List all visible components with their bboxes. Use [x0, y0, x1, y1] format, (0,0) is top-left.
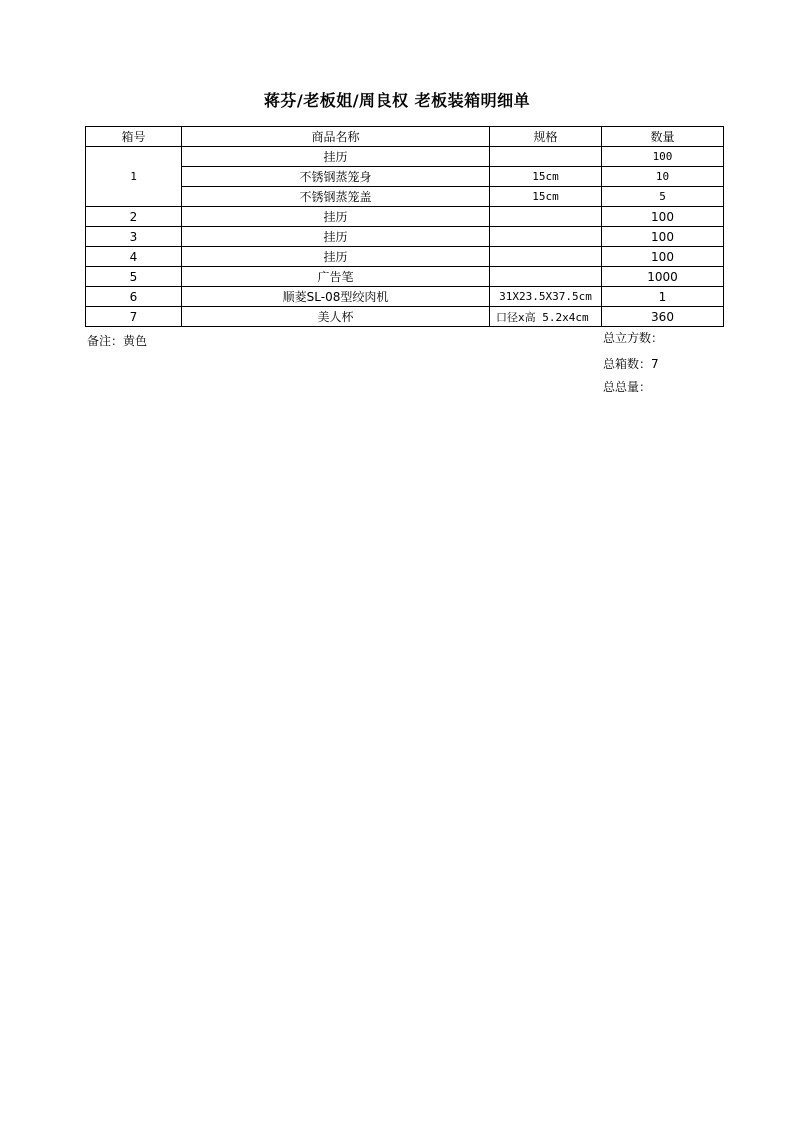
cell-product-name: 广告笔 [182, 267, 490, 287]
table-row [86, 307, 724, 327]
cell-quantity: 100 [602, 247, 724, 267]
cell-quantity: 1 [602, 287, 724, 307]
table-row [86, 207, 724, 227]
cell-quantity: 100 [602, 207, 724, 227]
cell-quantity: 10 [602, 167, 724, 187]
cell-spec [490, 207, 602, 227]
cell-spec [490, 147, 602, 167]
cell-product-name: 挂历 [182, 247, 490, 267]
table-row [86, 227, 724, 247]
cell-spec: 15cm [490, 167, 602, 187]
header-box-no: 箱号 [86, 127, 182, 147]
cell-box-no: 6 [86, 287, 182, 307]
table-row [86, 187, 724, 207]
remarks-note: 备注：黄色 [87, 334, 148, 348]
cell-box-no: 2 [86, 207, 182, 227]
table-row [86, 147, 724, 167]
header-product-name: 商品名称 [182, 127, 490, 147]
cell-spec: 31X23.5X37.5cm [490, 287, 602, 307]
table-row [86, 247, 724, 267]
table-row [86, 267, 724, 287]
table-header-row [86, 127, 724, 147]
cell-box-no: 4 [86, 247, 182, 267]
page-title: 蒋芬/老板姐/周良权 老板装箱明细单 [263, 91, 531, 110]
summary-total-boxes: 总箱数：7 [603, 357, 659, 371]
cell-quantity: 100 [602, 147, 724, 167]
summary-total-weight: 总总量： [603, 380, 652, 394]
cell-box-no: 1 [86, 147, 182, 207]
cell-spec [490, 247, 602, 267]
cell-product-name: 不锈钢蒸笼身 [182, 167, 490, 187]
cell-spec [490, 227, 602, 247]
cell-product-name: 挂历 [182, 147, 490, 167]
cell-quantity: 5 [602, 187, 724, 207]
cell-product-name: 挂历 [182, 227, 490, 247]
cell-box-no: 7 [86, 307, 182, 327]
cell-quantity: 1000 [602, 267, 724, 287]
table-row [86, 167, 724, 187]
summary-total-volume: 总立方数： [603, 331, 664, 345]
cell-quantity: 360 [602, 307, 724, 327]
cell-box-no: 3 [86, 227, 182, 247]
cell-product-name: 不锈钢蒸笼盖 [182, 187, 490, 207]
table-row [86, 287, 724, 307]
header-spec: 规格 [490, 127, 602, 147]
cell-spec [490, 267, 602, 287]
cell-spec: 口径x高 5.2x4cm [490, 307, 602, 327]
cell-box-no: 5 [86, 267, 182, 287]
cell-product-name: 顺菱SL-08型绞肉机 [182, 287, 490, 307]
cell-product-name: 挂历 [182, 207, 490, 227]
packing-list-table [85, 126, 724, 327]
header-quantity: 数量 [602, 127, 724, 147]
cell-product-name: 美人杯 [182, 307, 490, 327]
cell-quantity: 100 [602, 227, 724, 247]
cell-spec: 15cm [490, 187, 602, 207]
